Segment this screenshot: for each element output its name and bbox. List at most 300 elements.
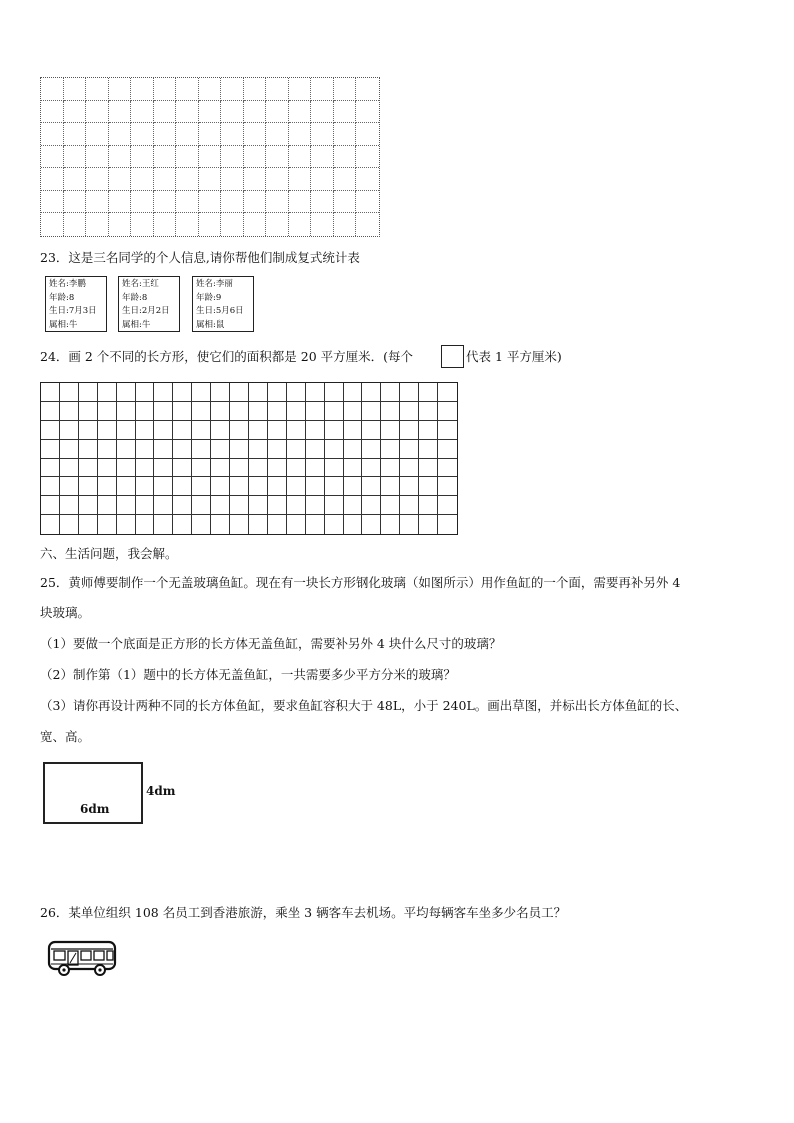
dotted-grid-cell	[86, 168, 109, 191]
dotted-grid-cell	[41, 191, 64, 214]
dotted-grid-cell	[311, 78, 334, 101]
q25-line-2: 块玻璃。	[40, 605, 91, 620]
dotted-grid-cell	[64, 101, 87, 124]
grid-cell	[136, 459, 155, 478]
grid-cell	[249, 496, 268, 515]
grid-cell	[249, 421, 268, 440]
grid-cell	[419, 459, 438, 478]
q23-text: 23．这是三名同学的个人信息,请你帮他们制成复式统计表	[40, 250, 360, 265]
dotted-grid-cell	[86, 191, 109, 214]
dotted-grid-cell	[176, 123, 199, 146]
section-6-title: 六、生活问题，我会解。	[40, 546, 178, 561]
grid-cell	[154, 440, 173, 459]
dotted-grid-cell	[176, 146, 199, 169]
grid-cell	[154, 383, 173, 402]
grid-cell	[192, 402, 211, 421]
q26-text: 26．某单位组织 108 名员工到香港旅游，乘坐 3 辆客车去机场。平均每辆客车坐多少名员工？	[40, 905, 567, 920]
dotted-grid-cell	[86, 146, 109, 169]
dotted-grid-cell	[289, 168, 312, 191]
grid-cell	[117, 477, 136, 496]
grid-cell	[325, 477, 344, 496]
dotted-grid-cell	[131, 146, 154, 169]
dotted-grid-cell	[334, 146, 357, 169]
grid-cell	[173, 421, 192, 440]
dotted-grid-cell	[244, 123, 267, 146]
grid-cell	[344, 383, 363, 402]
dotted-grid-cell	[64, 146, 87, 169]
grid-cell	[98, 459, 117, 478]
grid-cell	[249, 459, 268, 478]
dotted-grid-cell	[86, 78, 109, 101]
square-answer-grid	[40, 382, 458, 535]
dotted-grid-cell	[154, 168, 177, 191]
grid-cell	[381, 383, 400, 402]
dotted-grid-cell	[154, 78, 177, 101]
dotted-grid-cell	[244, 191, 267, 214]
grid-cell	[41, 496, 60, 515]
dotted-grid-cell	[356, 78, 379, 101]
grid-cell	[438, 440, 457, 459]
grid-cell	[41, 440, 60, 459]
grid-cell	[362, 383, 381, 402]
grid-cell	[438, 402, 457, 421]
dotted-grid-cell	[311, 168, 334, 191]
grid-cell	[268, 515, 287, 534]
grid-cell	[192, 383, 211, 402]
grid-cell	[60, 496, 79, 515]
grid-cell	[192, 440, 211, 459]
dotted-grid-cell	[64, 191, 87, 214]
card-name: 姓名:李丽	[196, 279, 233, 289]
grid-cell	[117, 421, 136, 440]
grid-cell	[438, 383, 457, 402]
grid-cell	[79, 496, 98, 515]
grid-cell	[249, 383, 268, 402]
grid-cell	[230, 477, 249, 496]
dotted-grid-cell	[221, 78, 244, 101]
dotted-answer-grid	[40, 77, 380, 237]
grid-cell	[230, 496, 249, 515]
dotted-grid-cell	[244, 101, 267, 124]
grid-cell	[60, 440, 79, 459]
grid-cell	[325, 421, 344, 440]
grid-cell	[419, 440, 438, 459]
grid-cell	[381, 402, 400, 421]
info-card-2	[118, 276, 180, 332]
grid-cell	[117, 383, 136, 402]
grid-cell	[287, 515, 306, 534]
grid-cell	[438, 477, 457, 496]
dotted-grid-cell	[86, 213, 109, 236]
dotted-grid-cell	[221, 168, 244, 191]
grid-cell	[60, 383, 79, 402]
dotted-grid-cell	[199, 213, 222, 236]
grid-cell	[154, 496, 173, 515]
grid-cell	[306, 440, 325, 459]
grid-cell	[381, 515, 400, 534]
dotted-grid-cell	[41, 168, 64, 191]
height-label: 4dm	[146, 784, 176, 798]
dotted-grid-cell	[334, 101, 357, 124]
card-age: 年龄:8	[49, 292, 75, 303]
info-card-1	[45, 276, 107, 332]
grid-cell	[400, 496, 419, 515]
grid-cell	[192, 459, 211, 478]
dotted-grid-cell	[64, 78, 87, 101]
grid-cell	[362, 477, 381, 496]
dotted-grid-cell	[109, 146, 132, 169]
grid-cell	[438, 459, 457, 478]
card-age: 年龄:8	[122, 292, 148, 303]
grid-cell	[438, 515, 457, 534]
grid-cell	[400, 440, 419, 459]
q24-text-after: 代表 1 平方厘米)	[466, 349, 562, 364]
dotted-grid-cell	[311, 146, 334, 169]
grid-cell	[173, 440, 192, 459]
grid-cell	[154, 421, 173, 440]
grid-cell	[287, 459, 306, 478]
q25-sub-2: （2）制作第（1）题中的长方体无盖鱼缸，一共需要多少平方分米的玻璃？	[40, 667, 456, 682]
grid-cell	[381, 440, 400, 459]
dotted-grid-cell	[131, 101, 154, 124]
dotted-grid-cell	[199, 101, 222, 124]
grid-cell	[381, 459, 400, 478]
dotted-grid-cell	[41, 123, 64, 146]
dotted-grid-cell	[86, 123, 109, 146]
dotted-grid-cell	[334, 168, 357, 191]
dotted-grid-cell	[176, 191, 199, 214]
grid-cell	[98, 496, 117, 515]
grid-cell	[79, 477, 98, 496]
grid-cell	[268, 421, 287, 440]
grid-cell	[117, 402, 136, 421]
grid-cell	[98, 477, 117, 496]
grid-cell	[400, 383, 419, 402]
dotted-grid-cell	[289, 191, 312, 214]
q24-text-before: 24．画 2 个不同的长方形，使它们的面积都是 20 平方厘米．(每个	[40, 349, 414, 364]
dotted-grid-cell	[199, 123, 222, 146]
grid-cell	[306, 402, 325, 421]
dotted-grid-cell	[41, 101, 64, 124]
dotted-grid-cell	[109, 101, 132, 124]
grid-cell	[79, 421, 98, 440]
grid-cell	[362, 402, 381, 421]
grid-cell	[230, 402, 249, 421]
grid-cell	[192, 515, 211, 534]
grid-cell	[98, 515, 117, 534]
grid-cell	[325, 440, 344, 459]
card-name: 姓名:李鹏	[49, 279, 86, 289]
card-zodiac: 属相:牛	[49, 319, 78, 330]
grid-cell	[362, 496, 381, 515]
dotted-grid-cell	[266, 101, 289, 124]
dotted-grid-cell	[154, 101, 177, 124]
grid-cell	[154, 459, 173, 478]
grid-cell	[325, 496, 344, 515]
grid-cell	[60, 477, 79, 496]
dotted-grid-cell	[244, 146, 267, 169]
dotted-grid-cell	[266, 213, 289, 236]
grid-cell	[136, 477, 155, 496]
grid-cell	[344, 459, 363, 478]
grid-cell	[344, 515, 363, 534]
q25-sub-3-line-1: （3）请你再设计两种不同的长方体鱼缸，要求鱼缸容积大于 48L，小于 240L。画出草图，并标出长方体鱼缸的长、	[40, 698, 688, 713]
dotted-grid-cell	[334, 191, 357, 214]
grid-cell	[173, 383, 192, 402]
grid-cell	[117, 496, 136, 515]
grid-cell	[211, 421, 230, 440]
card-birthday: 生日:5月6日	[196, 306, 244, 316]
grid-cell	[60, 459, 79, 478]
dotted-grid-cell	[131, 191, 154, 214]
dotted-grid-cell	[109, 213, 132, 236]
grid-cell	[249, 477, 268, 496]
grid-cell	[438, 421, 457, 440]
dotted-grid-cell	[356, 191, 379, 214]
grid-cell	[419, 402, 438, 421]
dotted-grid-cell	[176, 78, 199, 101]
bus-icon	[47, 939, 119, 979]
q25-sub-3-line-2: 宽、高。	[40, 729, 91, 744]
dotted-grid-cell	[244, 213, 267, 236]
dotted-grid-cell	[109, 191, 132, 214]
grid-cell	[438, 496, 457, 515]
dotted-grid-cell	[131, 213, 154, 236]
grid-cell	[344, 440, 363, 459]
grid-cell	[230, 440, 249, 459]
grid-cell	[344, 421, 363, 440]
grid-cell	[325, 402, 344, 421]
grid-cell	[41, 459, 60, 478]
grid-cell	[136, 496, 155, 515]
grid-cell	[306, 383, 325, 402]
q25-line-1: 25．黄师傅要制作一个无盖玻璃鱼缸。现在有一块长方形钢化玻璃（如图所示）用作鱼缸的一个面，需要再补另外 4	[40, 575, 681, 590]
dotted-grid-cell	[199, 78, 222, 101]
dotted-grid-cell	[109, 78, 132, 101]
grid-cell	[211, 515, 230, 534]
grid-cell	[287, 402, 306, 421]
grid-cell	[154, 477, 173, 496]
grid-cell	[419, 496, 438, 515]
dotted-grid-cell	[266, 123, 289, 146]
dotted-grid-cell	[334, 123, 357, 146]
dotted-grid-cell	[199, 191, 222, 214]
dotted-grid-cell	[221, 123, 244, 146]
grid-cell	[287, 496, 306, 515]
grid-cell	[136, 421, 155, 440]
grid-cell	[136, 440, 155, 459]
grid-cell	[173, 402, 192, 421]
grid-cell	[117, 459, 136, 478]
grid-cell	[41, 515, 60, 534]
width-label: 6dm	[80, 802, 110, 816]
grid-cell	[79, 383, 98, 402]
grid-cell	[306, 459, 325, 478]
card-birthday: 生日:7月3日	[49, 306, 97, 316]
grid-cell	[211, 496, 230, 515]
dotted-grid-cell	[109, 123, 132, 146]
grid-cell	[287, 477, 306, 496]
grid-cell	[268, 496, 287, 515]
dotted-grid-cell	[334, 213, 357, 236]
grid-cell	[117, 515, 136, 534]
grid-cell	[173, 459, 192, 478]
card-zodiac: 属相:鼠	[196, 319, 225, 330]
card-age: 年龄:9	[196, 292, 222, 303]
grid-cell	[419, 421, 438, 440]
card-birthday: 生日:2月2日	[122, 306, 170, 316]
grid-cell	[79, 515, 98, 534]
dotted-grid-cell	[64, 213, 87, 236]
info-card-3	[192, 276, 254, 332]
grid-cell	[230, 515, 249, 534]
dotted-grid-cell	[244, 168, 267, 191]
grid-cell	[362, 515, 381, 534]
grid-cell	[419, 515, 438, 534]
dotted-grid-cell	[109, 168, 132, 191]
dotted-grid-cell	[266, 191, 289, 214]
grid-cell	[117, 440, 136, 459]
dotted-grid-cell	[131, 168, 154, 191]
grid-cell	[419, 383, 438, 402]
grid-cell	[41, 477, 60, 496]
grid-cell	[60, 515, 79, 534]
dotted-grid-cell	[131, 123, 154, 146]
grid-cell	[325, 459, 344, 478]
q25-sub-1: （1）要做一个底面是正方形的长方体无盖鱼缸，需要补另外 4 块什么尺寸的玻璃？	[40, 636, 502, 651]
grid-cell	[344, 402, 363, 421]
grid-cell	[79, 402, 98, 421]
dotted-grid-cell	[154, 191, 177, 214]
grid-cell	[325, 515, 344, 534]
grid-cell	[287, 440, 306, 459]
grid-cell	[400, 515, 419, 534]
grid-cell	[381, 496, 400, 515]
dotted-grid-cell	[41, 213, 64, 236]
grid-cell	[306, 515, 325, 534]
dotted-grid-cell	[289, 101, 312, 124]
grid-cell	[79, 440, 98, 459]
grid-cell	[230, 383, 249, 402]
grid-cell	[230, 459, 249, 478]
dotted-grid-cell	[64, 123, 87, 146]
dotted-grid-cell	[356, 168, 379, 191]
dotted-grid-cell	[334, 78, 357, 101]
grid-cell	[60, 421, 79, 440]
grid-cell	[249, 515, 268, 534]
dotted-grid-cell	[289, 123, 312, 146]
grid-cell	[192, 496, 211, 515]
grid-cell	[136, 515, 155, 534]
card-name: 姓名:王红	[122, 279, 159, 289]
dotted-grid-cell	[311, 213, 334, 236]
grid-cell	[192, 421, 211, 440]
dotted-grid-cell	[176, 213, 199, 236]
grid-cell	[41, 421, 60, 440]
dotted-grid-cell	[311, 123, 334, 146]
dotted-grid-cell	[41, 78, 64, 101]
dotted-grid-cell	[86, 101, 109, 124]
grid-cell	[98, 383, 117, 402]
dotted-grid-cell	[154, 123, 177, 146]
dotted-grid-cell	[244, 78, 267, 101]
dotted-grid-cell	[199, 168, 222, 191]
dotted-grid-cell	[154, 146, 177, 169]
grid-cell	[287, 383, 306, 402]
grid-cell	[154, 402, 173, 421]
card-zodiac: 属相:牛	[122, 319, 151, 330]
grid-cell	[268, 402, 287, 421]
grid-cell	[344, 477, 363, 496]
grid-cell	[211, 440, 230, 459]
grid-cell	[306, 421, 325, 440]
dotted-grid-cell	[289, 78, 312, 101]
grid-cell	[400, 402, 419, 421]
dotted-grid-cell	[266, 168, 289, 191]
dotted-grid-cell	[176, 101, 199, 124]
grid-cell	[400, 421, 419, 440]
grid-cell	[268, 477, 287, 496]
dotted-grid-cell	[176, 168, 199, 191]
dotted-grid-cell	[154, 213, 177, 236]
grid-cell	[136, 383, 155, 402]
grid-cell	[381, 477, 400, 496]
grid-cell	[268, 383, 287, 402]
dotted-grid-cell	[199, 146, 222, 169]
grid-cell	[211, 383, 230, 402]
grid-cell	[400, 459, 419, 478]
grid-cell	[381, 421, 400, 440]
dotted-grid-cell	[289, 213, 312, 236]
grid-cell	[211, 477, 230, 496]
grid-cell	[211, 459, 230, 478]
dotted-grid-cell	[41, 146, 64, 169]
unit-square-icon	[441, 345, 464, 368]
grid-cell	[344, 496, 363, 515]
grid-cell	[268, 440, 287, 459]
grid-cell	[306, 477, 325, 496]
grid-cell	[362, 421, 381, 440]
dotted-grid-cell	[131, 78, 154, 101]
grid-cell	[98, 440, 117, 459]
grid-cell	[287, 421, 306, 440]
dotted-grid-cell	[221, 213, 244, 236]
grid-cell	[173, 496, 192, 515]
grid-cell	[98, 402, 117, 421]
grid-cell	[419, 477, 438, 496]
grid-cell	[325, 383, 344, 402]
grid-cell	[362, 440, 381, 459]
grid-cell	[136, 402, 155, 421]
grid-cell	[400, 477, 419, 496]
grid-cell	[268, 459, 287, 478]
dotted-grid-cell	[266, 78, 289, 101]
grid-cell	[192, 477, 211, 496]
dotted-grid-cell	[356, 146, 379, 169]
grid-cell	[249, 440, 268, 459]
dotted-grid-cell	[356, 123, 379, 146]
dotted-grid-cell	[221, 191, 244, 214]
dotted-grid-cell	[356, 101, 379, 124]
grid-cell	[154, 515, 173, 534]
dotted-grid-cell	[266, 146, 289, 169]
dotted-grid-cell	[221, 101, 244, 124]
dotted-grid-cell	[289, 146, 312, 169]
dotted-grid-cell	[64, 168, 87, 191]
dotted-grid-cell	[311, 191, 334, 214]
grid-cell	[79, 459, 98, 478]
dotted-grid-cell	[311, 101, 334, 124]
